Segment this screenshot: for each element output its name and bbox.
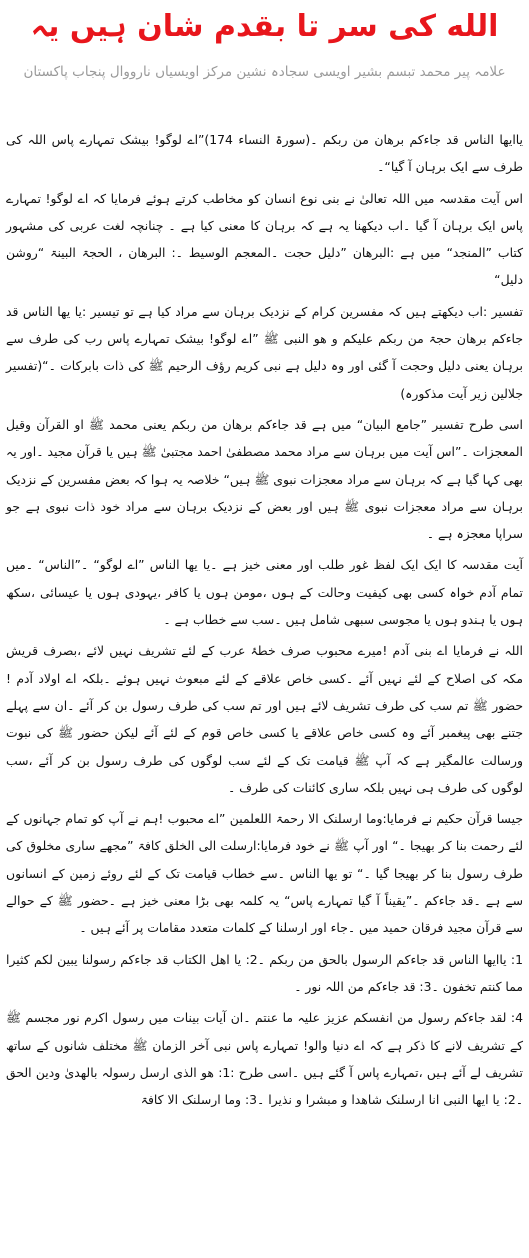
- paragraph: یاایھا الناس قد جاءکم برھان من ربکم ۔(سورۃ النساء 174)”اے لوگو! بیشک تمہارے پاس اللہ کی طرف سے ایک برہان آ گیا“۔: [6, 132, 523, 175]
- paragraph: جیسا قرآن حکیم نے فرمایا:وما ارسلنک الا رحمۃ اللعلمین ”اے محبوب !ہم نے آپ کو تمام جہانوں کے لئے رحمت بنا کر بھیجا ۔“ اور آپ ﷺ نے خود فرمایا:ارسلت الی الخلق کافۃ ”مجھے ساری مخلوق کی طرف رسول بنا کر بھیجا گیا ۔“ تو یھا الناس ۔سے خطاب قیامت تک کے لئے روئے زمین کے انسانوں سے ہے ۔قد جاءکم ۔”یقیناً آ گیا تمہارے پاس“ یہ کلمہ بھی بڑا معنی خیز ہے ۔حضور ﷺ کے حوالے سے قرآن مجید فرقان حمید میں ۔جاء اور ارسلنا کے کلمات متعدد مقامات پر آئے ہیں ۔: [6, 811, 523, 936]
- page-title: الله کی سر تا بقدم شان ہیں یہ: [30, 9, 499, 44]
- author-byline: علامہ پیر محمد تبسم بشیر اویسی سجادہ نشین مرکز اویسیاں نارووال پنجاب پاکستان: [23, 64, 506, 80]
- paragraph: اسی طرح تفسیر ”جامع البیان“ میں ہے قد جاءکم برھان من ربکم یعنی محمد ﷺ او القرآن وقیل المعجزات ۔”اس آیت میں برہان سے مراد محمد مصطفیٰ احمد مجتبیٰ ﷺ ہیں یا قرآن مجید ۔اور یہ بھی کہا گیا ہے کہ برہان سے مراد معجزات نبوی ﷺ ہیں“ خلاصہ یہ ہوا کہ بعض مفسرین کے نزدیک برہان سے مراد معجزات نبوی ﷺ ہیں اور بعض کے نزدیک برہان سے مراد خود ذات نبوی ہے جو سراپا معجزہ ہے ۔: [6, 416, 523, 542]
- paragraph: تفسیر :اب دیکھتے ہیں کہ مفسرین کرام کے نزدیک برہان سے مراد کیا ہے تو تیسیر :یا یھا الناس قد جاءکم برھان حجۃ من ربکم علیکم و ھو النبی ﷺ ”اے لوگو! بیشک تمہارے پاس رب کی طرف سے برہان یعنی دلیل وحجت آ گئی اور وہ دلیل ہے نبی کریم رؤف الرحیم ﷺ کی ذات بابرکات ۔“(تفسیر جلالین زیر آیت مذکورہ): [6, 303, 523, 401]
- paragraph: آیت مقدسہ کا ایک ایک لفظ غور طلب اور معنی خیز ہے ۔یا یھا الناس ”اے لوگو“ ۔”الناس“ ۔میں تمام آدم خواہ کسی بھی کیفیت وحالت کے ہوں ،مومن ہوں یا کافر ،یہودی ہوں یا عیسائی ،سکھ ہوں یا ہندو ہوں یا مجوسی سبھی شامل ہیں ۔سب سے خطاب ہے ۔: [6, 557, 523, 628]
- verse-list: [6, 946, 523, 1114]
- list-item: 4: لقد جاءکم رسول من انفسکم عزیز علیہ ما عنتم ۔ان آیات بینات میں رسول اکرم نور مجسم ﷺ کے تشریف لانے کا ذکر ہے کہ اے دنیا والو! تمہارے پاس نبی آخر الزمان ﷺ مختلف شانوں کے ساتھ تشریف لے آئے ہیں ،تمہارے پاس آ گئے ہیں ۔اسی طرح :1: ھو الذی ارسل رسولہ بالھدیٰ ودین الحق ۔2: یا ایھا النبی انا ارسلنک شاھدا و مبشرا و نذیرا ۔3: وما ارسلنک الا کافۃ: [6, 1010, 523, 1108]
- paragraph: اس آیت مقدسہ میں اللہ تعالیٰ نے بنی نوع انسان کو مخاطب کرتے ہوئے فرمایا کہ اے لوگو! تمہارے پاس ایک برہان آ گیا ۔اب دیکھنا یہ ہے کہ برہان کا معنی کیا ہے ۔ چنانچہ لغت عربی کی مشہور کتاب ”المنجد“ میں ہے :البرھان ”دلیل حجت ۔المعجم الوسیط ۔: البرھان ، الحجۃ البینۃ “روشن دلیل“: [6, 190, 523, 288]
- list-item: 1: یاایھا الناس قد جاءکم الرسول بالحق من ربکم ۔2: یا اھل الکتاب قد جاءکم رسولنا یبین لکم کثیرا مما کنتم تخفون ۔3: قد جاءکم من اللہ نور ۔: [6, 951, 523, 994]
- article-body: [6, 126, 523, 1117]
- paragraph: اللہ نے فرمایا اے بنی آدم !میرے محبوب صرف خطۂ عرب کے لئے تشریف نہیں لائے ،بصرف قریش مکہ کی اصلاح کے لئے نہیں آئے ۔کسی خاص علاقے کے لئے مبعوث نہیں ہوئے ۔بلکہ اے اولاد آدم !حضور ﷺ تم سب کی طرف تشریف لائے ہیں اور تم سب کی طرف رسول بن کر آئے ۔ان سے پہلے جتنے بھی پیغمبر آئے وہ کسی خاص علاقے یا کسی خاص قوم کے لئے آئے لیکن حضور ﷺ کی نبوت ورسالت عالمگیر ہے کہ آپ ﷺ قیامت تک کے لئے سب لوگوں کی طرف رسول بن کر آئے ،سب لوگوں کی طرف ہی نہیں بلکہ ساری کائنات کی طرف ۔: [6, 643, 523, 795]
